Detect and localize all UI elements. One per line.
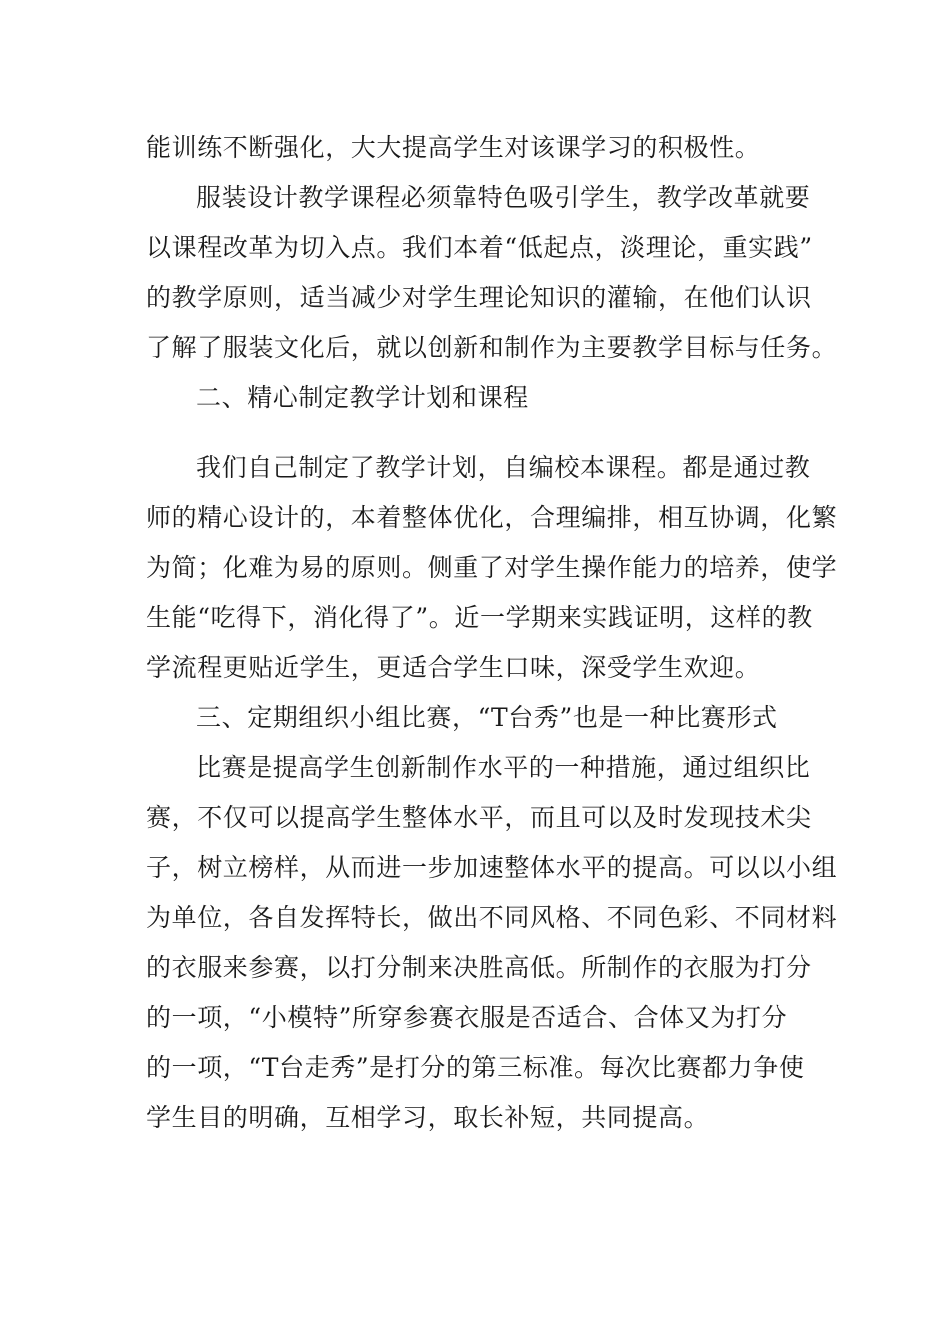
- section-heading: 二、精心制定教学计划和课程: [196, 383, 529, 412]
- paragraph-first-line: 我们自己制定了教学计划，自编校本课程。都是通过教: [196, 453, 811, 482]
- text-line: 的衣服来参赛，以打分制来决胜高低。所制作的衣服为打分: [146, 953, 812, 982]
- text-line: 了解了服装文化后，就以创新和制作为主要教学目标与任务。: [146, 333, 838, 362]
- text-line: 生能“吃得下，消化得了”。近一学期来实践证明，这样的教: [146, 603, 813, 632]
- text-line: 能训练不断强化，大大提高学生对该课学习的积极性。: [146, 133, 761, 162]
- text-line: 为简；化难为易的原则。侧重了对学生操作能力的培养，使学: [146, 553, 838, 582]
- text-line: 以课程改革为切入点。我们本着“低起点，淡理论，重实践”: [146, 233, 813, 262]
- paragraph-first-line: 比赛是提高学生创新制作水平的一种措施，通过组织比: [196, 753, 811, 782]
- text-line: 赛，不仅可以提高学生整体水平，而且可以及时发现技术尖: [146, 803, 812, 832]
- text-line: 的一项，“小模特”所穿参赛衣服是否适合、合体又为打分: [146, 1003, 788, 1032]
- text-line: 学生目的明确，互相学习，取长补短，共同提高。: [146, 1103, 710, 1132]
- text-line: 学流程更贴近学生，更适合学生口味，深受学生欢迎。: [146, 653, 761, 682]
- text-line: 为单位，各自发挥特长，做出不同风格、不同色彩、不同材料: [146, 903, 838, 932]
- text-line: 的一项，“T台走秀”是打分的第三标准。每次比赛都力争使: [146, 1053, 805, 1082]
- paragraph-first-line: 服装设计教学课程必须靠特色吸引学生，教学改革就要: [196, 183, 811, 212]
- text-line: 师的精心设计的，本着整体优化，合理编排，相互协调，化繁: [146, 503, 838, 532]
- text-line: 子，树立榜样，从而进一步加速整体水平的提高。可以以小组: [146, 853, 838, 882]
- section-heading: 三、定期组织小组比赛，“T台秀”也是一种比赛形式: [196, 703, 778, 732]
- text-line: 的教学原则，适当减少对学生理论知识的灌输，在他们认识: [146, 283, 812, 312]
